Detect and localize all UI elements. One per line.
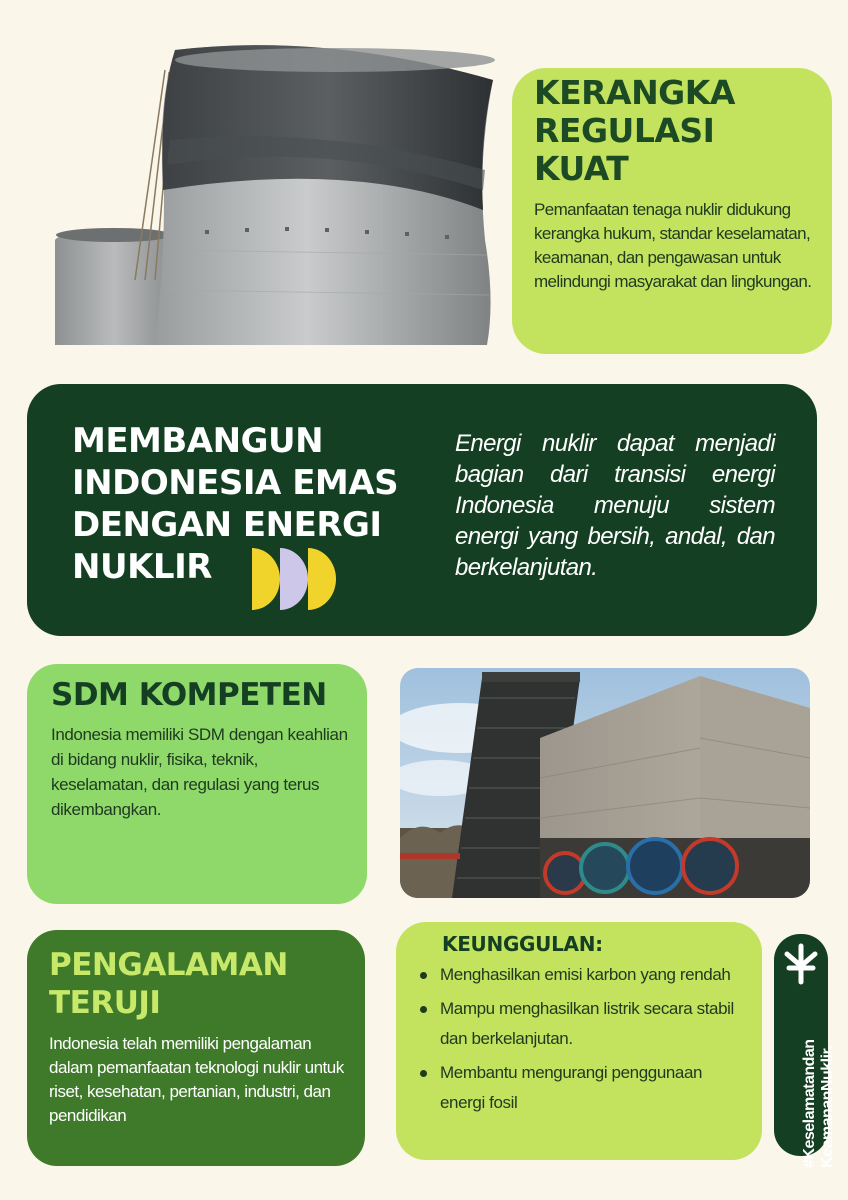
advantages-card-title: KEUNGGULAN: [442, 932, 603, 956]
list-item: Mampu menghasilkan listrik secara stabil dan berkelanjutan. [414, 994, 750, 1054]
experience-card [27, 930, 365, 1166]
cooling-tower-photo [55, 40, 495, 345]
hero-description: Energi nuklir dapat menjadi bagian dari transisi energi Indonesia menuju sistem energi yang bersih, andal, dan berkelanjutan. [455, 430, 775, 581]
experience-card-title: PENGALAMAN TERUJI [49, 947, 288, 1021]
experience-card-body: Indonesia telah memiliki pengalaman dalam pemanfaatan teknologi nuklir untuk riset, kesehatan, pertanian, industri, dan pendidikan [49, 1034, 344, 1125]
bapeten-logo-icon [783, 942, 819, 986]
human-resources-card [27, 664, 367, 904]
regulation-card-title: KERANGKA REGULASI KUAT [534, 73, 735, 188]
human-resources-card-title: SDM KOMPETEN [51, 677, 327, 713]
regulation-card-body: Pemanfaatan tenaga nuklir didukung kerangka hukum, standar keselamatan, keamanan, dan pengawasan untuk melindungi masyarakat dan lingkungan. [534, 200, 812, 291]
list-item: Membantu mengurangi penggunaan energi fosil [414, 1058, 750, 1118]
advantages-list [414, 960, 750, 1118]
list-item: Menghasilkan emisi karbon yang rendah [414, 960, 750, 990]
hero-title: MEMBANGUN INDONESIA EMAS DENGAN ENERGI NUKLIR [72, 421, 399, 587]
cooling-tower-building-photo [400, 668, 810, 898]
decorative-half-circles-icon [252, 548, 340, 610]
hashtag-text: #Keselamatandan KeamananNuklir. [801, 1039, 836, 1168]
advantages-card [396, 922, 762, 1160]
regulation-card [512, 68, 832, 354]
human-resources-card-body: Indonesia memiliki SDM dengan keahlian di bidang nuklir, fisika, teknik, keselamatan, dan regulasi yang terus dikembangkan. [51, 725, 348, 819]
